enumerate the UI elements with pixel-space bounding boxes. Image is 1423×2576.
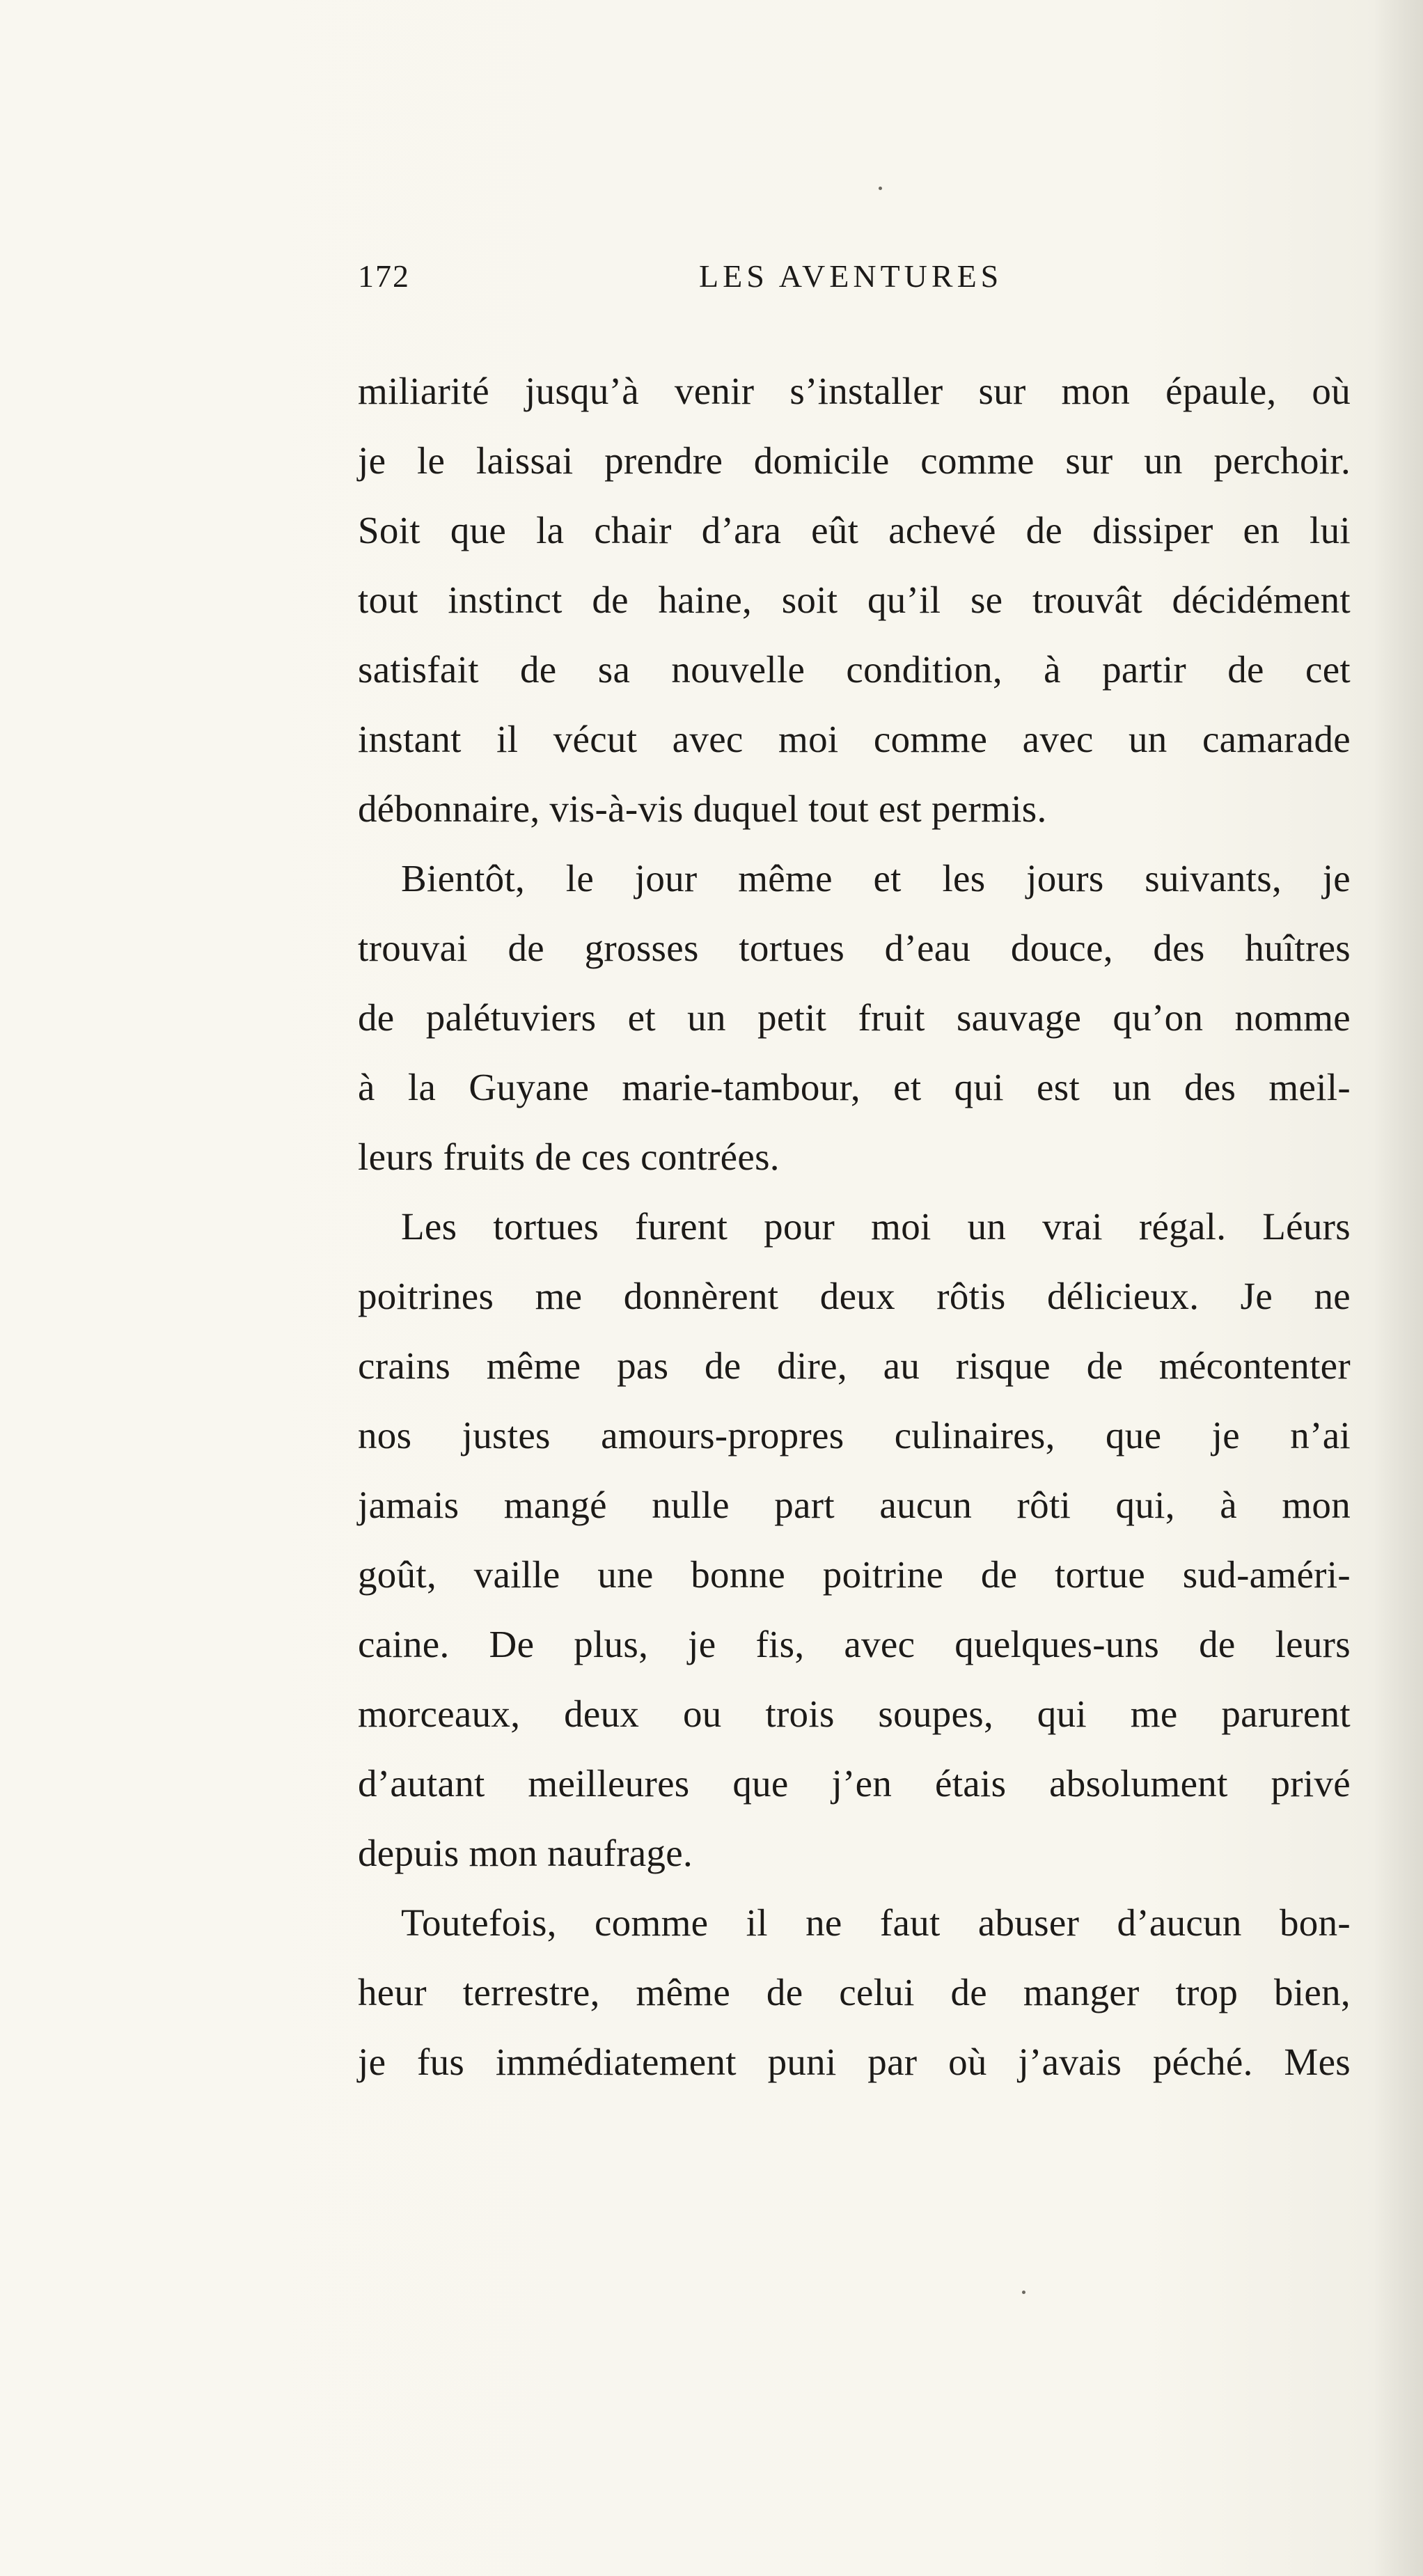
text-line: je fus immédiatement puni par où j’avais péché. Mes bbox=[358, 2041, 1351, 2083]
page-number: 172 bbox=[358, 258, 410, 294]
text-line: Toutefois, comme il ne faut abuser d’aucun bon- bbox=[401, 1901, 1351, 1944]
text-line: morceaux, deux ou trois soupes, qui me parurent bbox=[358, 1693, 1351, 1735]
text-line: Bientôt, le jour même et les jours suivants, je bbox=[401, 857, 1351, 900]
text-line: instant il vécut avec moi comme avec un camarade bbox=[358, 718, 1351, 760]
page-header bbox=[358, 252, 1353, 301]
text-line: d’autant meilleures que j’en étais absolument privé bbox=[358, 1762, 1351, 1805]
text-line: je le laissai prendre domicile comme sur un perchoir. bbox=[358, 439, 1351, 482]
text-line: satisfait de sa nouvelle condition, à partir de cet bbox=[358, 648, 1351, 691]
ink-speck bbox=[879, 187, 882, 190]
text-line: à la Guyane marie-tambour, et qui est un des meil- bbox=[358, 1066, 1351, 1108]
ink-speck bbox=[1022, 2291, 1025, 2294]
text-line: caine. De plus, je fis, avec quelques-uns de leurs bbox=[358, 1623, 1351, 1665]
running-head: LES AVENTURES bbox=[699, 258, 1003, 294]
text-line: leurs fruits de ces contrées. bbox=[358, 1136, 780, 1178]
text-line: goût, vaille une bonne poitrine de tortue sud-améri- bbox=[358, 1553, 1351, 1596]
page-edge-shadow bbox=[1374, 0, 1423, 2576]
text-line: nos justes amours-propres culinaires, que je n’ai bbox=[358, 1414, 1351, 1456]
text-line: de palétuviers et un petit fruit sauvage qu’on nomme bbox=[358, 996, 1351, 1039]
text-line: depuis mon naufrage. bbox=[358, 1832, 693, 1874]
text-line: Soit que la chair d’ara eût achevé de dissiper en lui bbox=[358, 509, 1351, 551]
text-line: Les tortues furent pour moi un vrai régal. Léurs bbox=[401, 1205, 1351, 1248]
text-line: miliarité jusqu’à venir s’installer sur mon épaule, où bbox=[358, 370, 1351, 412]
text-line: crains même pas de dire, au risque de mécontenter bbox=[358, 1344, 1351, 1387]
text-line: tout instinct de haine, soit qu’il se trouvât décidément bbox=[358, 579, 1351, 621]
text-line: heur terrestre, même de celui de manger trop bien, bbox=[358, 1971, 1351, 2013]
text-line: débonnaire, vis-à-vis duquel tout est permis. bbox=[358, 787, 1047, 830]
text-line: trouvai de grosses tortues d’eau douce, des huîtres bbox=[358, 927, 1351, 969]
text-line: jamais mangé nulle part aucun rôti qui, à mon bbox=[358, 1484, 1351, 1526]
body-text bbox=[358, 356, 1351, 2097]
text-line: poitrines me donnèrent deux rôtis délicieux. Je ne bbox=[358, 1275, 1351, 1317]
